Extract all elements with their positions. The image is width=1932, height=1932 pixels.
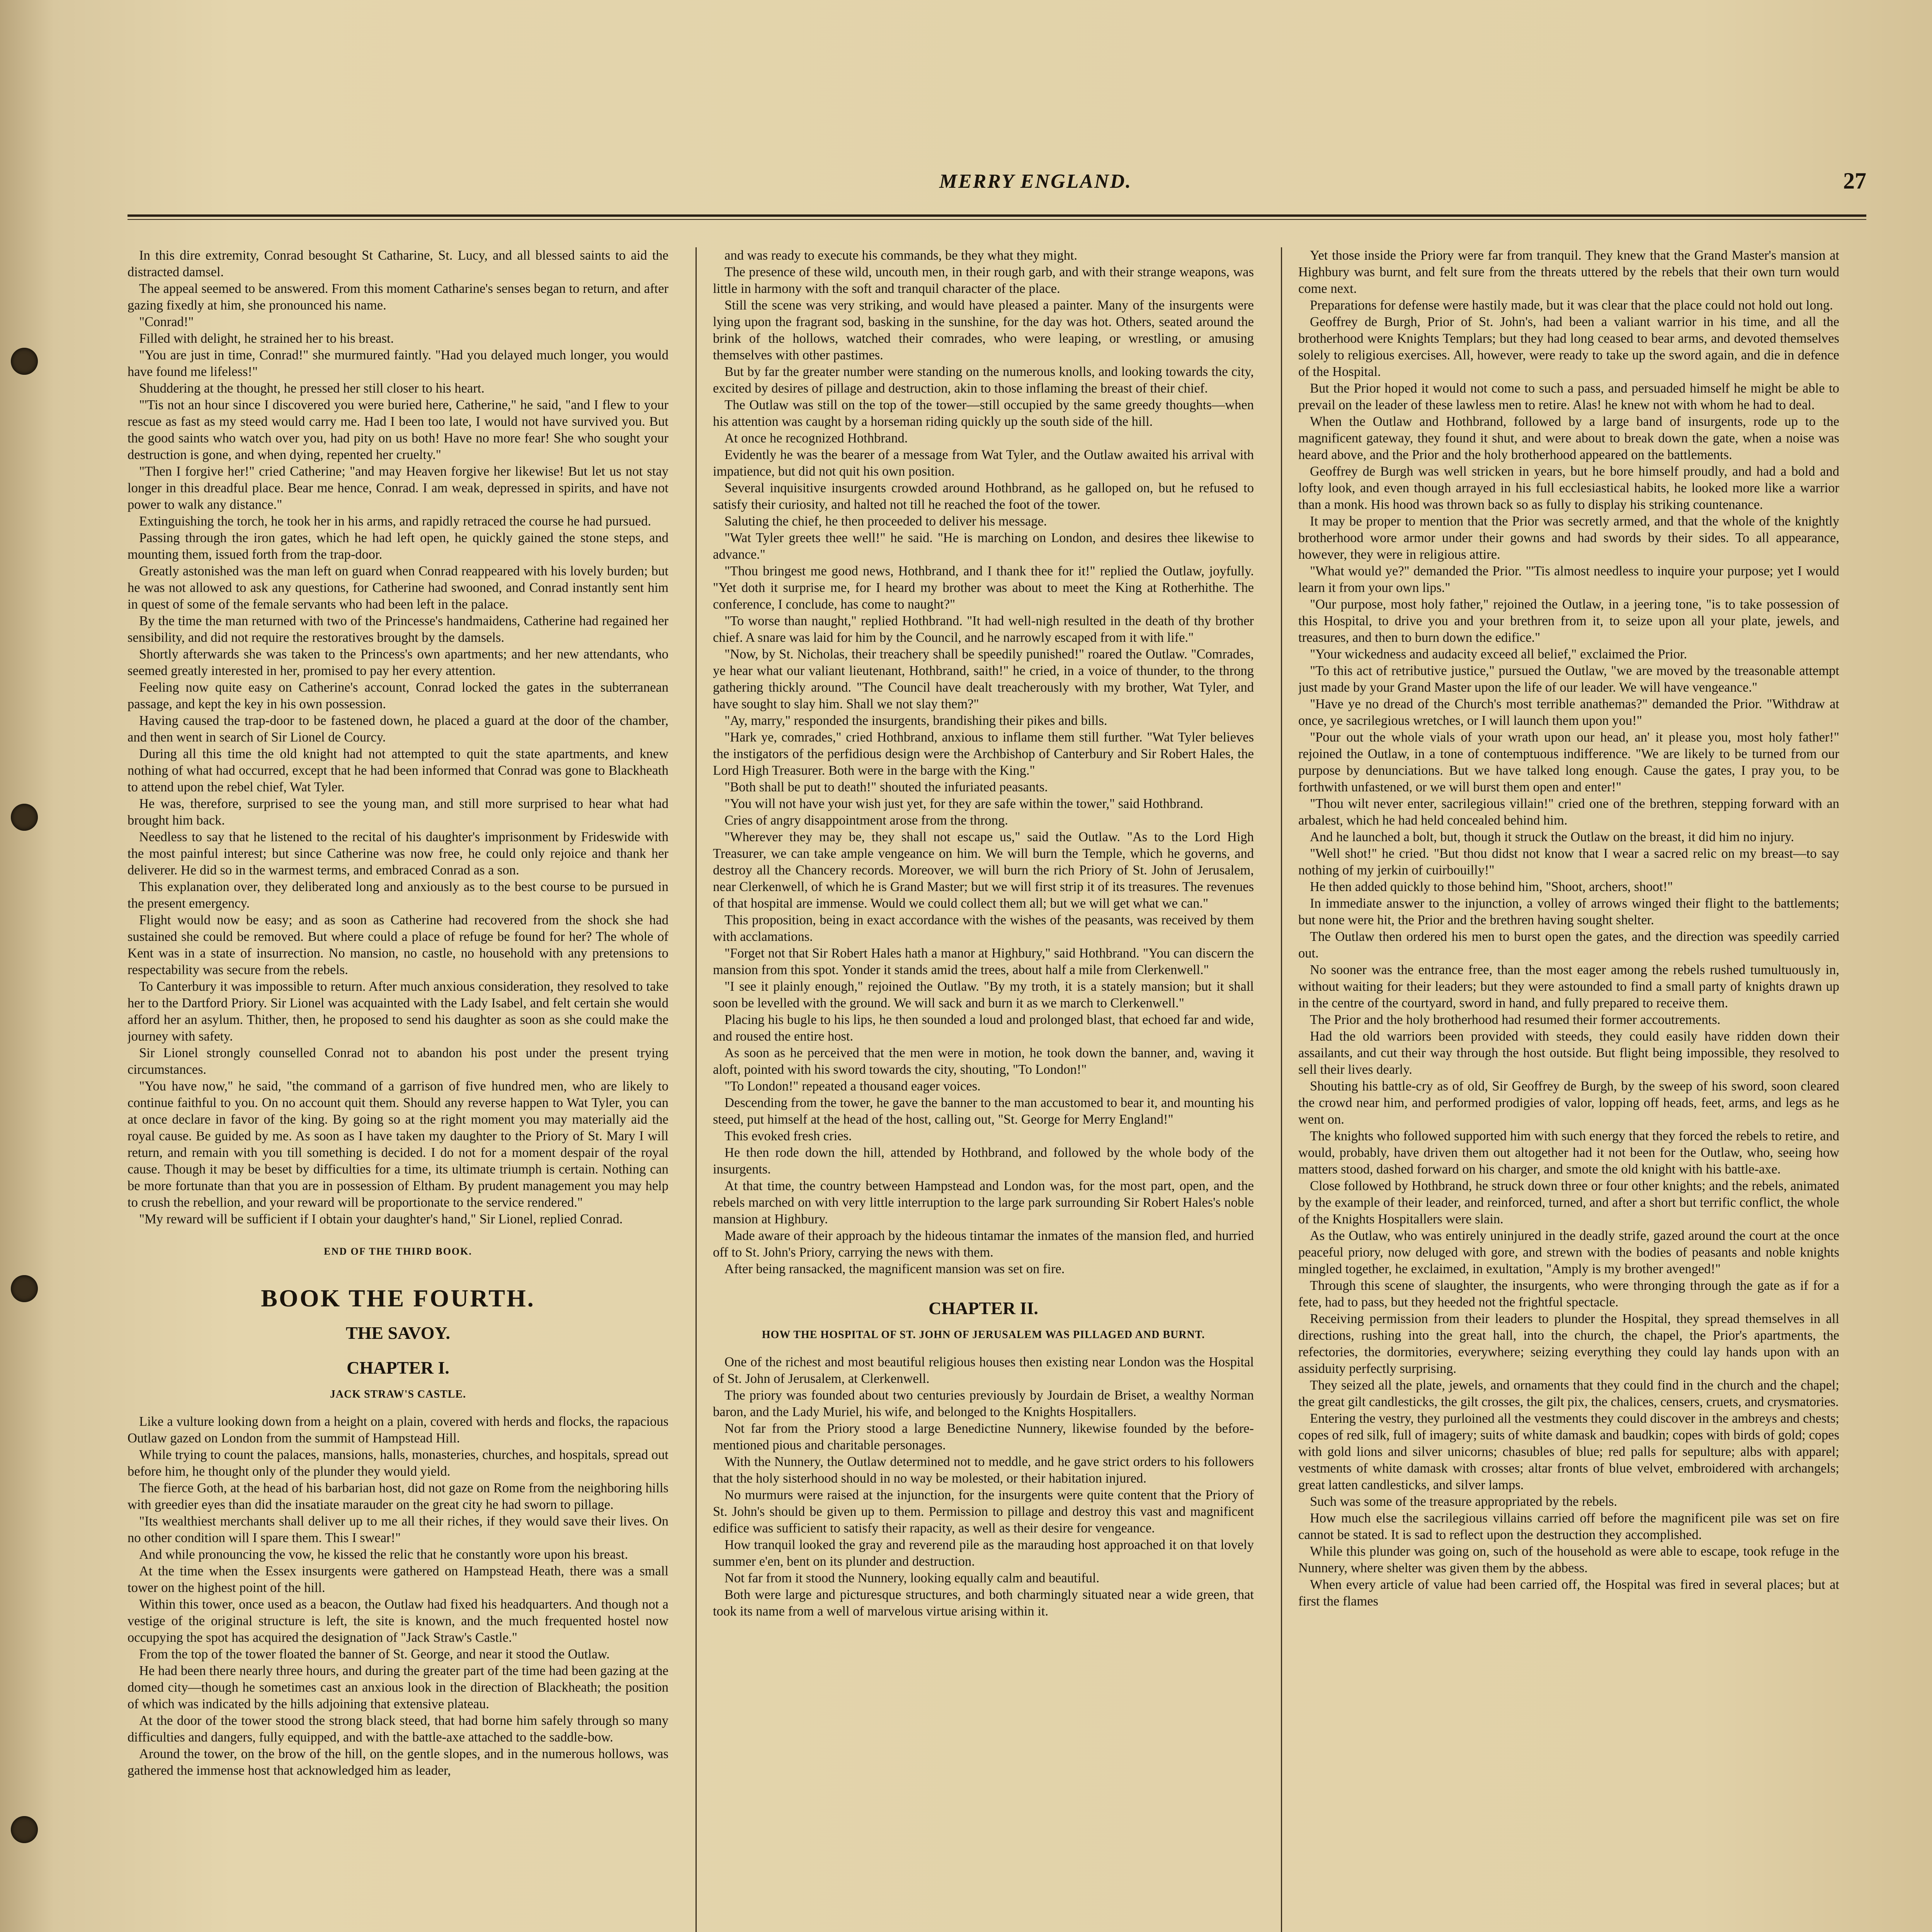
column-1-chapter-text — [128, 1413, 668, 1779]
paragraph: "To this act of retributive justice," pursued the Outlaw, "we are moved by the treasonable attempt just made by your Grand Master upon the life of our leader. We will have vengeance." — [1298, 663, 1839, 695]
paragraph: "Our purpose, most holy father," rejoined the Outlaw, in a jeering tone, "is to take possession of this Hospital, to drive you and your brethren from it, to seize upon all your plate, jewels, and treasures, and then to burn down the edifice." — [1298, 597, 1839, 645]
paragraph: At the time when the Essex insurgents were gathered on Hampstead Heath, there was a small tower on the highest point of the hill. — [128, 1564, 668, 1595]
paragraph: Feeling now quite easy on Catherine's account, Conrad locked the gates in the subterranean passage, and kept the key in his own possession. — [128, 680, 668, 711]
paragraph: During all this time the old knight had not attempted to quit the state apartments, and knew nothing of what had occurred, except that he had been informed that Conrad was gone to Blackheath to attend upon the rebel chief, Wat Tyler. — [128, 747, 668, 794]
paragraph: He then added quickly to those behind him, "Shoot, archers, shoot!" — [1310, 879, 1673, 894]
paragraph: The Prior and the holy brotherhood had resumed their former accoutrements. — [1310, 1012, 1721, 1027]
paragraph: Receiving permission from their leaders to plunder the Hospital, they spread themselves in all directions, rushing into the great hall, into the church, the chapel, the Prior's apartments, the refectories, the dormitories, everywhere; seizing everything they could lay hands upon with an assiduity perfectly surprising. — [1298, 1311, 1839, 1376]
paragraph: "What would ye?" demanded the Prior. "'Tis almost needless to inquire your purpose; yet I would learn it from your own lips." — [1298, 564, 1839, 595]
paragraph: Needless to say that he listened to the recital of his daughter's imprisonment by Frideswide with the most painful interest; but since Catherine was now free, he could only rejoice and thank her deliverer. He did so in the warmest terms, and embraced Conrad as a son. — [128, 830, 668, 878]
paragraph: Yet those inside the Priory were far from tranquil. They knew that the Grand Master's mansion at Highbury was burnt, and felt sure from the threats uttered by the rebels that their own turn would come next. — [1298, 248, 1839, 296]
paragraph: And while pronouncing the vow, he kissed the relic that he constantly wore upon his breast. — [139, 1547, 628, 1562]
paragraph: "Thou bringest me good news, Hothbrand, and I thank thee for it!" replied the Outlaw, joyfully. "Yet doth it surprise me, for I heard my brother was about to meet the King at Rotherhithe. The conference, I conclude, has come to naught?" — [713, 564, 1254, 612]
paragraph: They seized all the plate, jewels, and ornaments that they could find in the church and the chapel; the great gilt candlesticks, the gilt crosses, the gilt pix, the chalices, censers, cruets, and crysmatories. — [1298, 1378, 1839, 1409]
paragraph: "Your wickedness and audacity exceed all belief," exclaimed the Prior. — [1310, 647, 1687, 662]
paragraph: "'Tis not an hour since I discovered you were buried here, Catherine," he said, "and I flew to your rescue as fast as my steed would carry me. Had I been too late, I would not have survived you. But the good saints who watch over you, had pity on us both! Have no more fear! She who sought your destruction is gone, and when dying, repented her cruelty." — [128, 398, 668, 462]
paragraph: "Wherever they may be, they shall not escape us," said the Outlaw. "As to the Lord High Treasurer, we can take ample vengeance on him. We will burn the Temple, which he governs, and destroy all the Chancery records. Moreover, we will burn the rich Priory of St. John of Jerusalem, near Clerkenwell, of which he is Grand Master; but we will first strip it of its treasures. The revenues of that hospital are immense. Would we could collect them all; but we will get what we can." — [713, 830, 1254, 911]
paragraph: "Well shot!" he cried. "But thou didst not know that I wear a sacred relic on my breast—to say nothing of my jerkin of cuirbouilly!" — [1298, 846, 1839, 878]
paragraph: While this plunder was going on, such of the household as were able to escape, took refuge in the Nunnery, where shelter was given them by the abbess. — [1298, 1544, 1839, 1575]
paragraph: He then rode down the hill, attended by Hothbrand, and followed by the whole body of the insurgents. — [713, 1145, 1254, 1177]
paragraph: The Outlaw then ordered his men to burst open the gates, and the direction was speedily carried out. — [1298, 929, 1839, 961]
paragraph: At once he recognized Hothbrand. — [724, 431, 908, 446]
paragraph: The appeal seemed to be answered. From this moment Catharine's senses began to return, and after gazing fixedly at him, she pronounced his name. — [128, 281, 668, 313]
column-3 — [1298, 247, 1839, 1932]
paragraph: One of the richest and most beautiful religious houses then existing near London was the Hospital of St. John of Jerusalem, at Clerkenwell. — [713, 1355, 1254, 1386]
paragraph: "Have ye no dread of the Church's most terrible anathemas?" demanded the Prior. "Withdraw at once, ye sacrilegious wretches, or I will launch them upon you!" — [1298, 697, 1839, 728]
paragraph: Filled with delight, he strained her to his breast. — [139, 331, 394, 346]
paragraph: Still the scene was very striking, and would have pleased a painter. Many of the insurgents were lying upon the fragrant sod, basking in the sunshine, for the day was hot. Others, seated around the brink of the hollows, watched their comrades, who were leaping, or wrestling, or amusing themselves with other pastimes. — [713, 298, 1254, 362]
paragraph: Preparations for defense were hastily made, but it was clear that the place could not hold out long. — [1310, 298, 1833, 313]
column-2-chapter-text — [713, 1354, 1254, 1620]
page-number: 27 — [1843, 168, 1866, 194]
binding-hole-icon — [11, 804, 38, 831]
paragraph: "To worse than naught," replied Hothbrand. "It had well-nigh resulted in the death of thy brother chief. A snare was laid for him by the Council, and he narrowly escaped from it with life." — [713, 614, 1254, 645]
paragraph: From the top of the tower floated the banner of St. George, and near it stood the Outlaw. — [139, 1647, 610, 1662]
paragraph: Extinguishing the torch, he took her in his arms, and rapidly retraced the course he had pursued. — [139, 514, 651, 529]
paragraph: It may be proper to mention that the Prior was secretly armed, and that the whole of the knightly brotherhood wore armor under their gowns and had swords by their sides. To all appearance, however, they were in religious attire. — [1298, 514, 1839, 562]
column-1-text — [128, 247, 668, 1228]
paragraph: Several inquisitive insurgents crowded around Hothbrand, as he galloped on, but he refused to satisfy their curiosity, and halted not till he reached the foot of the tower. — [713, 481, 1254, 512]
paragraph: Placing his bugle to his lips, he then sounded a loud and prolonged blast, that echoed far and wide, and roused the entire host. — [713, 1012, 1254, 1044]
paragraph: Having caused the trap-door to be fastened down, he placed a guard at the door of the chamber, and then went in search of Sir Lionel de Courcy. — [128, 713, 668, 745]
paragraph: "You are just in time, Conrad!" she murmured faintly. "Had you delayed much longer, you would have found me lifeless!" — [128, 348, 668, 379]
paragraph: After being ransacked, the magnificent mansion was set on fire. — [724, 1262, 1065, 1276]
paragraph: Flight would now be easy; and as soon as Catherine had recovered from the shock she had sustained she could be removed. But where could a place of refuge be found for her? The whole of Kent was in a state of insurrection. No mansion, no castle, no household with any pretensions to respectability was secure from the rebels. — [128, 913, 668, 977]
chapter-heading: CHAPTER I. — [347, 1358, 449, 1378]
paragraph: No murmurs were raised at the injunction, for the insurgents were quite content that the Priory of St. John's should be given up to them. Permission to pillage and destroy this vast and magnificent edifice was sufficient to satisfy their rapacity, as well as their desire for vengeance. — [713, 1488, 1254, 1536]
paragraph: When every article of value had been carried off, the Hospital was fired in several places; but at first the flames — [1298, 1577, 1839, 1609]
paragraph: "Forget not that Sir Robert Hales hath a manor at Highbury," said Hothbrand. "You can discern the mansion from this spot. Yonder it stands amid the trees, about half a mile from Clerkenwell." — [713, 946, 1254, 977]
paragraph: Geoffrey de Burgh, Prior of St. John's, had been a valiant warrior in his time, and all the brotherhood were Knights Templars; but they had long ceased to bear arms, and devoted themselves solely to religious exercises. All, however, were ready to take up the sword again, and die in defence of the Hospital. — [1298, 315, 1839, 379]
paragraph: Close followed by Hothbrand, he struck down three or four other knights; and the rebels, animated by the example of their leader, and reinforced, turned, and after a short but terrific conflict, the whole of the Knights Hospitallers were slain. — [1298, 1179, 1839, 1226]
paragraph: This evoked fresh cries. — [724, 1129, 852, 1143]
paragraph: This explanation over, they deliberated long and anxiously as to the best course to be pursued in the present emergency. — [128, 879, 668, 911]
running-title: MERRY ENGLAND. — [939, 170, 1132, 192]
paragraph: At that time, the country between Hampstead and London was, for the most part, open, and the rebels marched on with very little interruption to the large park surrounding Sir Robert Hales's noble mansion at Highbury. — [713, 1179, 1254, 1226]
paragraph: Shuddering at the thought, he pressed her still closer to his heart. — [139, 381, 485, 396]
paragraph: When the Outlaw and Hothbrand, followed by a large band of insurgents, rode up to the magnificent gateway, they found it shut, and were about to break down the gate, when a noise was heard above, and the Prior and the holy brotherhood appeared on the battlements. — [1298, 414, 1839, 462]
paragraph: Not far from it stood the Nunnery, looking equally calm and beautiful. — [724, 1571, 1100, 1585]
page-header — [128, 170, 1866, 201]
paragraph: Greatly astonished was the man left on guard when Conrad reappeared with his lovely burden; but he was not allowed to ask any questions, for Catherine had swooned, and Conrad instantly sent him in quest of some of the female servants who had been left in the palace. — [128, 564, 668, 612]
paragraph: By the time the man returned with two of the Princesse's handmaidens, Catherine had regained her sensibility, and did not require the restoratives brought by the damsels. — [128, 614, 668, 645]
paragraph: "Hark ye, comrades," cried Hothbrand, anxious to inflame them still further. "Wat Tyler believes the instigators of the perfidious design were the Archbishop of Canterbury and Sir Robert Hales, the Lord High Treasurer. Both were in the barge with the King." — [713, 730, 1254, 778]
paragraph: "To London!" repeated a thousand eager voices. — [724, 1079, 981, 1094]
paragraph: Saluting the chief, he then proceeded to deliver his message. — [724, 514, 1047, 529]
paragraph: Entering the vestry, they purloined all the vestments they could discover in the ambreys and chests; copes of red silk, full of imagery; suits of white damask and baudkin; copes with birds of gold; copes with gold lions and silver unicorns; chasubles of blue; red palls for sepulture; albs with apparel; vestments of white damask with crosses; altar fronts of blue velvet, embroidered with archangels; great latten candlesticks, and silver lamps. — [1298, 1411, 1839, 1492]
end-of-book-note: END OF THE THIRD BOOK. — [324, 1246, 472, 1257]
column-2-text — [713, 247, 1254, 1277]
paragraph: Within this tower, once used as a beacon, the Outlaw had fixed his headquarters. And though not a vestige of the original structure is left, the site is known, and the much frequented hostel now occupying the spot has acquired the designation of "Jack Straw's Castle." — [128, 1597, 668, 1645]
paragraph: But the Prior hoped it would not come to such a pass, and persuaded himself he might be able to prevail on the leader of these lawless men to retire. Alas! he knew not with whom he had to deal. — [1298, 381, 1839, 412]
paragraph: In this dire extremity, Conrad besought St Catharine, St. Lucy, and all blessed saints to aid the distracted damsel. — [128, 248, 668, 279]
paragraph: Had the old warriors been provided with steeds, they could easily have ridden down their assailants, and cut their way through the host outside. But flight being impossible, they resolved to sell their lives dearly. — [1298, 1029, 1839, 1077]
paragraph: Like a vulture looking down from a height on a plain, covered with herds and flocks, the rapacious Outlaw gazed on London from the summit of Hampstead Hill. — [128, 1414, 668, 1446]
paragraph: Shortly afterwards she was taken to the Princess's own apartments; and her new attendants, who seemed greatly interested in her, promised to pay her every attention. — [128, 647, 668, 678]
column-1 — [128, 247, 668, 1932]
paragraph: "Thou wilt never enter, sacrilegious villain!" cried one of the brethren, stepping forward with an arbalest, which he had held concealed behind him. — [1298, 796, 1839, 828]
paragraph: How tranquil looked the gray and reverend pile as the marauding host approached it on that lovely summer e'en, bent on its plunder and destruction. — [713, 1537, 1254, 1569]
paragraph: The presence of these wild, uncouth men, in their rough garb, and with their strange weapons, was little in harmony with the soft and tranquil character of the place. — [713, 265, 1254, 296]
binding-hole-icon — [11, 348, 38, 375]
chapter-heading: CHAPTER II. — [929, 1298, 1038, 1318]
chapter-subheading: HOW THE HOSPITAL OF ST. JOHN OF JERUSALEM WAS PILLAGED AND BURNT. — [762, 1329, 1205, 1341]
paragraph: He had been there nearly three hours, and during the greater part of the time had been gazing at the domed city—though he sometimes cast an anxious look in the direction of Blackheath; the position of which was indicated by the hills adjoining that extensive plateau. — [128, 1663, 668, 1711]
paragraph: "You will not have your wish just yet, for they are safe within the tower," said Hothbrand. — [724, 796, 1204, 811]
paragraph: Sir Lionel strongly counselled Conrad not to abandon his post under the present trying circumstances. — [128, 1046, 668, 1077]
paragraph: "My reward will be sufficient if I obtain your daughter's hand," Sir Lionel, replied Conrad. — [139, 1212, 623, 1226]
paragraph: and was ready to execute his commands, be they what they might. — [724, 248, 1078, 263]
paragraph: Geoffrey de Burgh was well stricken in years, but he bore himself proudly, and had a bold and lofty look, and even though arrayed in his full ecclesiastical habits, he looked more like a warrior than a monk. His hood was thrown back so as fully to display his striking countenance. — [1298, 464, 1839, 512]
paragraph: "Conrad!" — [139, 315, 194, 329]
paragraph: Evidently he was the bearer of a message from Wat Tyler, and the Outlaw awaited his arrival with impatience, but did not quit his own position. — [713, 447, 1254, 479]
paragraph: The knights who followed supported him with such energy that they forced the rebels to retire, and would, probably, have driven them out altogether had it not been for the Outlaw, who, seeing how matters stood, dashed forward on his charger, and smote the old knight with his battle-axe. — [1298, 1129, 1839, 1177]
paragraph: "Now, by St. Nicholas, their treachery shall be speedily punished!" roared the Outlaw. "Comrades, ye hear what our valiant lieutenant, Hothbrand, saith!" he cried, in a voice of thunder, to the throng gathering thickly around. "The Council have dealt treacherously with my brother, Wat Tyler, and have sought to slay him. Shall we not slay them?" — [713, 647, 1254, 711]
paragraph: Such was some of the treasure appropriated by the rebels. — [1310, 1494, 1617, 1509]
binding-hole-icon — [11, 1816, 38, 1843]
paragraph: Not far from the Priory stood a large Benedictine Nunnery, likewise founded by the before-mentioned pious and charitable personages. — [713, 1421, 1254, 1452]
paragraph: No sooner was the entrance free, than the most eager among the rebels rushed tumultuously in, without waiting for their leaders; but they were astounded to find a small party of knights drawn up in the centre of the courtyard, sword in hand, and fully prepared to receive them. — [1298, 963, 1839, 1010]
paragraph: "Then I forgive her!" cried Catherine; "and may Heaven forgive her likewise! But let us not stay longer in this dreadful place. Bear me hence, Conrad. I am weak, depressed in spirits, and have not power to walk any distance." — [128, 464, 668, 512]
paragraph: Cries of angry disappointment arose from the throng. — [724, 813, 1008, 828]
paragraph: The fierce Goth, at the head of his barbarian host, did not gaze on Rome from the neighboring hills with greedier eyes than did the insatiate marauder on the great city he had sworn to pillage. — [128, 1481, 668, 1512]
paragraph: With the Nunnery, the Outlaw determined not to meddle, and he gave strict orders to his followers that the holy sisterhood should in no way be molested, or their habitation injured. — [713, 1454, 1254, 1486]
paragraph: "Its wealthiest merchants shall deliver up to me all their riches, if they would save their lives. On no other condition will I spare them. This I swear!" — [128, 1514, 668, 1545]
column-3-text — [1298, 247, 1839, 1610]
book-heading: BOOK THE FOURTH. — [261, 1284, 535, 1312]
paragraph: Passing through the iron gates, which he had left open, he quickly gained the stone steps, and mounting them, issued forth from the trap-door. — [128, 531, 668, 562]
book-subheading: THE SAVOY. — [345, 1323, 451, 1343]
paragraph: "I see it plainly enough," rejoined the Outlaw. "By my troth, it is a stately mansion; but it shall soon be levelled with the ground. We will sack and burn it as we march to Clerkenwell." — [713, 979, 1254, 1010]
paragraph: He was, therefore, surprised to see the young man, and still more surprised to hear what had brought him back. — [128, 796, 668, 828]
binding-hole-icon — [11, 1275, 38, 1302]
paragraph: How much else the sacrilegious villains carried off before the magnificent pile was set on fire cannot be stated. It is sad to reflect upon the destruction they accomplished. — [1298, 1511, 1839, 1542]
column-2 — [713, 247, 1254, 1932]
paragraph: "Both shall be put to death!" shouted the infuriated peasants. — [724, 780, 1048, 794]
paragraph: "Pour out the whole vials of your wrath upon our head, an' it please you, most holy father!" rejoined the Outlaw, in a tone of contemptuous indifference. "We are likely to be turned from our purpose by denunciations. But we have talked long enough. Cause the gates, I pray you, to be forthwith unfastened, or we will burst them open and enter!" — [1298, 730, 1839, 794]
column-divider — [696, 247, 697, 1932]
paragraph: Shouting his battle-cry as of old, Sir Geoffrey de Burgh, by the sweep of his sword, soon cleared the crowd near him, and performed prodigies of valor, lopping off heads, feet, arms, and legs as he went on. — [1298, 1079, 1839, 1127]
chapter-subheading: JACK STRAW'S CASTLE. — [330, 1388, 466, 1400]
header-rule — [128, 214, 1866, 220]
paragraph: As soon as he perceived that the men were in motion, he took down the banner, and, waving it aloft, pointed with his sword towards the city, shouting, "To London!" — [713, 1046, 1254, 1077]
paragraph: And he launched a bolt, but, though it struck the Outlaw on the breast, it did him no injury. — [1310, 830, 1794, 844]
column-divider — [1281, 247, 1282, 1932]
paragraph: The priory was founded about two centuries previously by Jourdain de Briset, a wealthy Norman baron, and the Lady Muriel, his wife, and belonged to the Knights Hospitallers. — [713, 1388, 1254, 1419]
paragraph: "You have now," he said, "the command of a garrison of five hundred men, who are likely to continue faithful to you. On no account quit them. Should any reverse happen to Wat Tyler, you can at once declare in favor of the king. By going so at the right moment you may materially aid the royal cause. Be guided by me. As soon as I have taken my daughter to the Priory of St. Mary I will return, and remain with you till something is decided. I do not for a moment despair of the royal cause. Though it may be beset by difficulties for a time, its ultimate triumph is certain. Nothing can be more fortunate than that you are in possession of Eltham. By prudent management you may help to crush the rebellion, and your reward will be proportionate to the service rendered." — [128, 1079, 668, 1210]
paragraph: Both were large and picturesque structures, and both charmingly situated near a wide green, that took its name from a well of marvelous virtue arising within it. — [713, 1587, 1254, 1619]
paragraph: Made aware of their approach by the hideous tintamar the inmates of the mansion fled, and hurried off to St. John's Priory, carrying the news with them. — [713, 1228, 1254, 1260]
paragraph: To Canterbury it was impossible to return. After much anxious consideration, they resolved to take her to the Dartford Priory. Sir Lionel was acquainted with the Lady Isabel, and felt certain she would afford her an asylum. Thither, then, he proposed to send his daughter as soon as she could make the journey with safety. — [128, 979, 668, 1044]
paragraph: "Wat Tyler greets thee well!" he said. "He is marching on London, and desires thee likewise to advance." — [713, 531, 1254, 562]
paragraph: At the door of the tower stood the strong black steed, that had borne him safely through so many difficulties and dangers, fully equipped, and with the battle-axe attached to the saddle-bow. — [128, 1713, 668, 1745]
paragraph: Through this scene of slaughter, the insurgents, who were thronging through the gate as if for a fete, had to pass, but they heeded not the frightful spectacle. — [1298, 1278, 1839, 1310]
paragraph: As the Outlaw, who was entirely uninjured in the deadly strife, gazed around the court at the once peaceful priory, now deluged with gore, and strewn with the bodies of peasants and noble knights mingled together, he exclaimed, in exultation, "Amply is my brother avenged!" — [1298, 1228, 1839, 1276]
paragraph: Around the tower, on the brow of the hill, on the gentle slopes, and in the numerous hollows, was gathered the immense host that acknowledged him as leader, — [128, 1747, 668, 1778]
paragraph: Descending from the tower, he gave the banner to the man accustomed to bear it, and mounting his steed, put himself at the head of the host, calling out, "St. George for Merry England!" — [713, 1095, 1254, 1127]
paragraph: The Outlaw was still on the top of the tower—still occupied by the same greedy thoughts—when his attention was caught by a horseman riding quickly up the south side of the hill. — [713, 398, 1254, 429]
paragraph: While trying to count the palaces, mansions, halls, monasteries, churches, and hospitals, spread out before him, he thought only of the plunder they would yield. — [128, 1447, 668, 1479]
paragraph: But by far the greater number were standing on the numerous knolls, and looking towards the city, excited by desires of pillage and destruction, akin to those inflaming the breast of their chief. — [713, 364, 1254, 396]
paragraph: This proposition, being in exact accordance with the wishes of the peasants, was received by them with acclamations. — [713, 913, 1254, 944]
paragraph: In immediate answer to the injunction, a volley of arrows winged their flight to the battlements; but none were hit, the Prior and the brethren having sought shelter. — [1298, 896, 1839, 927]
paragraph: "Ay, marry," responded the insurgents, brandishing their pikes and bills. — [724, 713, 1107, 728]
